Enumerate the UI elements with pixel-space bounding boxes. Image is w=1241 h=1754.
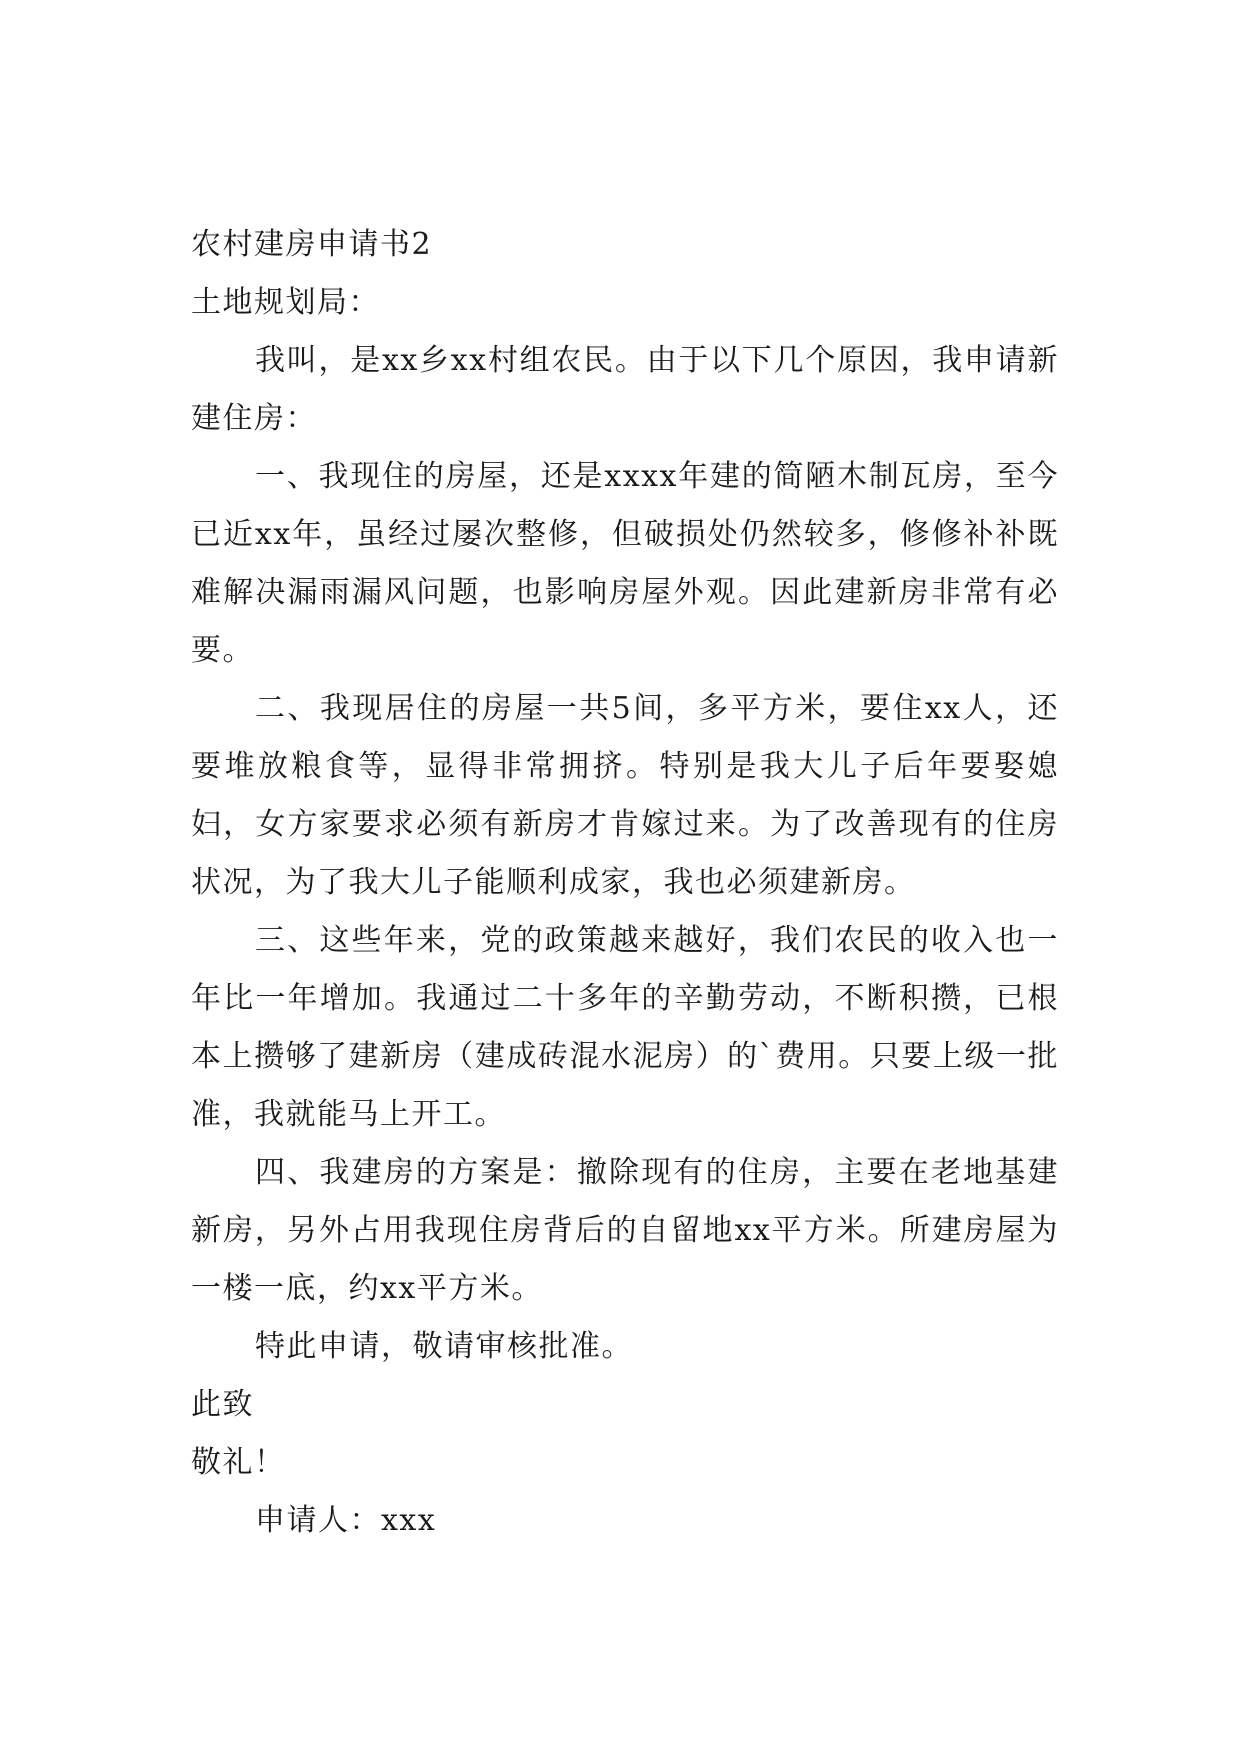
- recipient-line: 土地规划局：: [191, 285, 380, 320]
- signature-line: 申请人：xxx: [255, 1503, 437, 1538]
- closing-line-2: 敬礼！: [191, 1445, 286, 1480]
- document-title: 农村建房申请书2: [191, 227, 433, 262]
- paragraph-reason-3: 三、这些年来，党的政策越来越好，我们农民的收入也一年比一年增加。我通过二十多年的辛勤劳动，不断积攒，已根本上攒够了建新房（建成砖混水泥房）的`费用。只要上级一批准，我就能马上开工。: [191, 923, 1059, 1132]
- paragraph-intro: 我叫，是xx乡xx村组农民。由于以下几个原因，我申请新建住房：: [191, 343, 1059, 436]
- paragraph-request: 特此申请，敬请审核批准。: [255, 1329, 633, 1364]
- closing-line-1: 此致: [191, 1387, 254, 1422]
- paragraph-reason-2: 二、我现居住的房屋一共5间，多平方米，要住xx人，还要堆放粮食等，显得非常拥挤。特别是我大儿子后年要娶媳妇，女方家要求必须有新房才肯嫁过来。为了改善现有的住房状况，为了我大儿子能顺利成家，我也必须建新房。: [191, 691, 1059, 900]
- paragraph-reason-4: 四、我建房的方案是：撤除现有的住房，主要在老地基建新房，另外占用我现住房背后的自留地xx平方米。所建房屋为一楼一底，约xx平方米。: [191, 1155, 1059, 1306]
- paragraph-reason-1: 一、我现住的房屋，还是xxxx年建的简陋木制瓦房，至今已近xx年，虽经过屡次整修，但破损处仍然较多，修修补补既难解决漏雨漏风问题，也影响房屋外观。因此建新房非常有必要。: [191, 459, 1059, 668]
- document-body: [191, 216, 1059, 1550]
